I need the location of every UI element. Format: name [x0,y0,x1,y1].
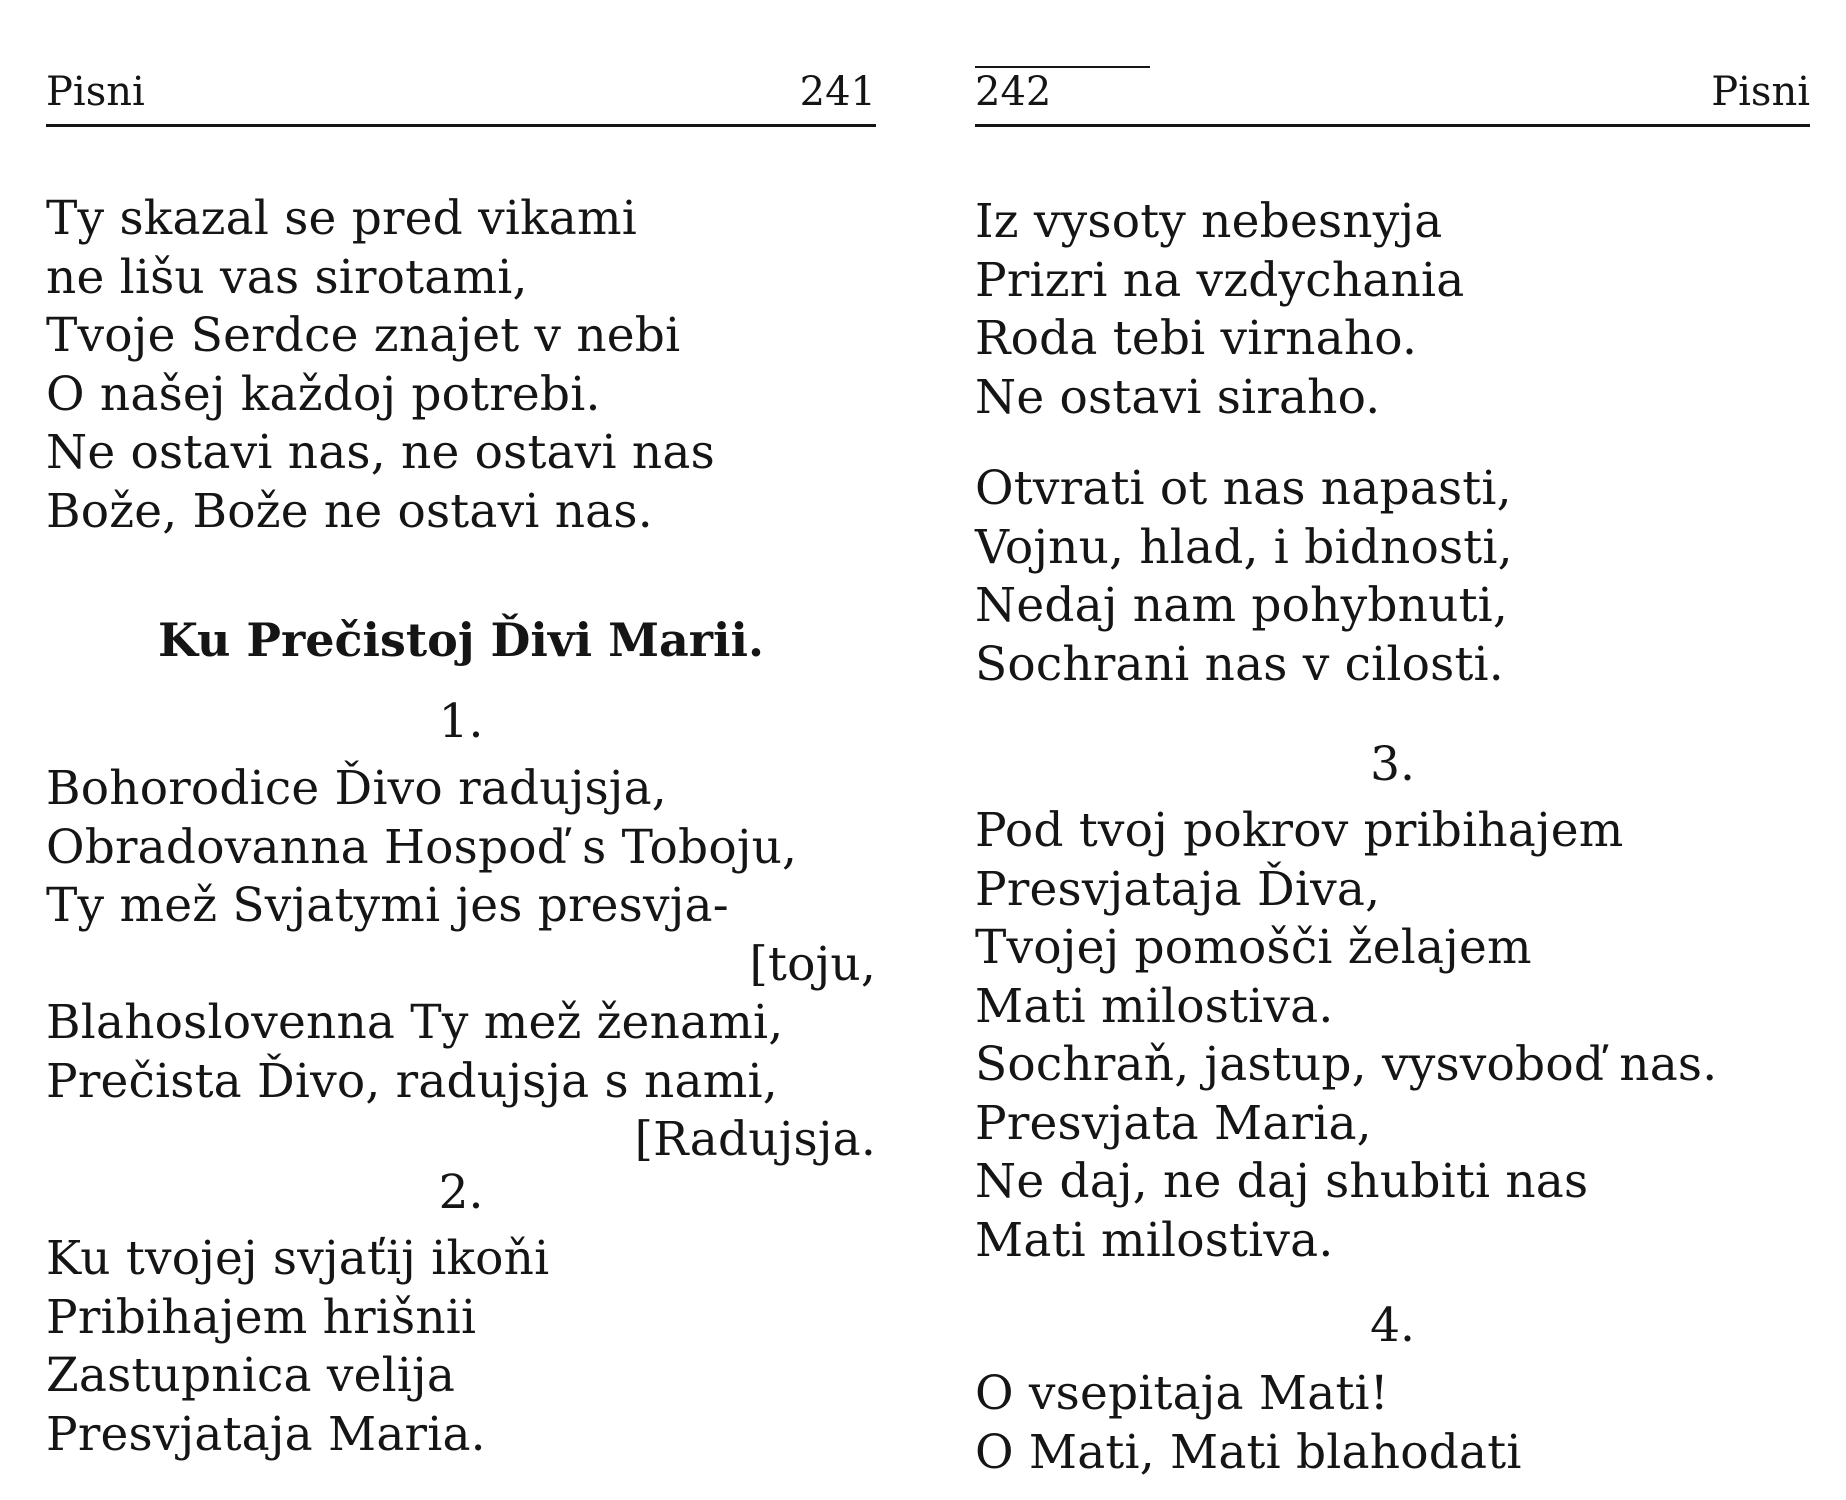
verse-line: Iz vysoty nebesnyja [975,194,1443,249]
stanza-2-continued [975,193,1810,427]
stanza-number: 4. [1370,1298,1415,1353]
intro-stanza [46,190,876,541]
stanza-number: 2. [438,1165,484,1220]
stanza-2-continued [975,460,1810,694]
song-title: Ku Prečistoj Ďivi Marii. [158,613,764,667]
running-head-title: Pisni [1711,69,1810,115]
running-head [46,62,876,122]
verse-line: Bohorodice Ďivo radujsja, [46,761,667,816]
verse-line: Pod tvoj pokrov pribihajem [975,803,1624,858]
verse-line: Bože, Bože ne ostavi nas. [46,483,653,539]
running-head [975,62,1810,122]
verse-line: Presvjataja Maria. [46,1406,486,1462]
header-rule [975,124,1810,127]
verse-line: Blahoslovenna Ty mež ženami, [46,995,784,1050]
header-rule [46,124,876,127]
verse-line: Ne ostavi siraho. [975,369,1381,425]
verse-line: Sochrani nas v cilosti. [975,636,1504,692]
stanza-4 [975,1365,1810,1482]
verse-line: Ty skazal se pred vikami [46,191,637,246]
verse-line: Presvjata Maria, [975,1095,1372,1151]
verse-line: Pribihajem hrišnii [46,1289,477,1345]
verse-line: Roda tebi virnaho. [975,311,1418,366]
stanza-2 [46,1230,876,1464]
verse-continuation: [Radujsja. [634,1112,876,1167]
verse-line: Otvrati ot nas napasti, [975,461,1512,516]
verse-line: Ku tvojej svjaťij ikoňi [46,1231,550,1286]
verse-line: Zastupnica velija [46,1348,456,1403]
verse-line: Obradovanna Hospoď s Toboju, [46,819,798,875]
page-number: 241 [799,69,876,115]
verse-line: Ne daj, ne daj shubiti nas [975,1154,1589,1209]
stanza-number: 3. [1370,737,1415,792]
verse-line: Vojnu, hlad, i bidnosti, [975,519,1513,575]
verse-line: Prečista Ďivo, radujsja s nami, [46,1053,778,1109]
verse-line: Sochraň, jastup, vysvoboď nas. [975,1037,1718,1092]
verse-continuation: [toju, [749,936,876,992]
verse-line: O vsepitaja Mati! [975,1366,1389,1421]
left-page [46,0,876,1500]
verse-line: ne lišu vas sirotami, [46,249,528,305]
running-head-title: Pisni [46,69,145,115]
verse-line: Presvjataja Ďiva, [975,861,1381,917]
stanza-number: 1. [438,694,484,749]
right-page [975,0,1810,1500]
verse-line: Ty mež Svjatymi jes presvja- [46,878,729,933]
page-number: 242 [975,69,1052,115]
verse-line: Ne ostavi nas, ne ostavi nas [46,425,715,480]
verse-line: Nedaj nam pohybnuti, [975,578,1509,633]
stanza-3 [975,802,1810,1270]
verse-line: Mati milostiva. [975,1212,1334,1268]
stanza-1 [46,760,876,1170]
verse-line: Tvoje Serdce znajet v nebi [46,308,681,363]
verse-line: O našej každoj potrebi. [46,366,601,422]
verse-line: Prizri na vzdychania [975,252,1465,308]
verse-line: Tvojej pomošči želajem [975,920,1532,975]
verse-line: Mati milostiva. [975,978,1334,1034]
verse-line: O Mati, Mati blahodati [975,1424,1522,1480]
